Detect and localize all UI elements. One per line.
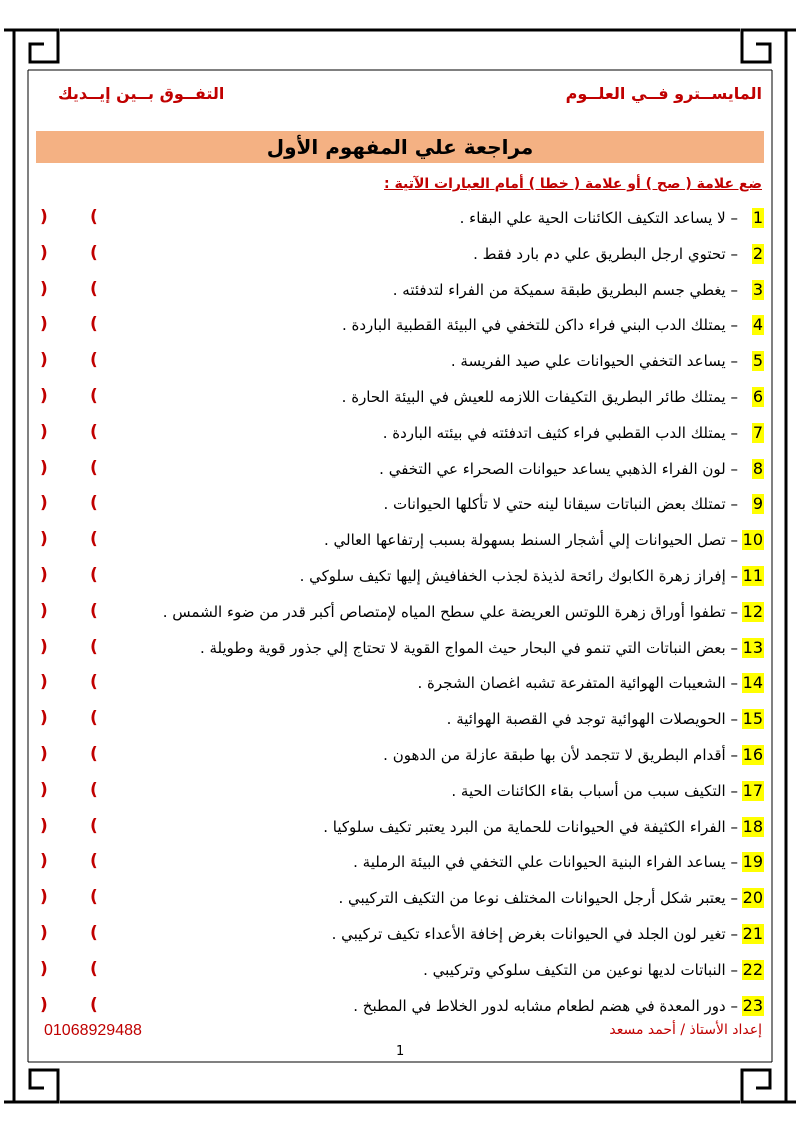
answer-bracket-close[interactable]: ) — [40, 708, 48, 729]
question-statement: – تمتلك بعض النباتات سيقانا لينه حتي لا تأكلها الحيوانات . — [383, 495, 738, 514]
question-statement: – يمتلك طائر البطريق التكيفات اللازمه للعيش في البيئة الحارة . — [341, 388, 738, 406]
question-row — [0, 451, 800, 487]
answer-bracket-close[interactable]: ) — [40, 923, 48, 943]
answer-bracket-close[interactable]: ) — [40, 242, 48, 263]
answer-bracket-open[interactable]: ( — [90, 851, 98, 872]
answer-bracket-open[interactable]: ( — [90, 815, 98, 836]
question-statement: – الشعيبات الهوائية المتفرعة تشبه اغصان الشجرة . — [417, 674, 738, 693]
answer-bracket-open[interactable]: ( — [90, 278, 98, 299]
answer-bracket-close[interactable]: ) — [40, 672, 48, 693]
answer-bracket-open[interactable]: ( — [90, 600, 98, 621]
answer-bracket-open[interactable]: ( — [90, 744, 98, 764]
header-brand-right: المايســترو فــي العلــوم — [565, 84, 762, 103]
answer-bracket-open[interactable]: ( — [90, 529, 98, 550]
question-statement: – يمتلك الدب البني فراء داكن للتخفي في البيئة القطبية الباردة . — [341, 316, 738, 335]
question-row — [0, 522, 800, 558]
answer-bracket-close[interactable]: ) — [40, 636, 48, 657]
question-row — [0, 952, 800, 988]
question-statement: – يساعد التخفي الحيوانات علي صيد الفريسة . — [450, 352, 738, 371]
answer-bracket-close[interactable]: ) — [40, 744, 48, 764]
question-number: 13 — [742, 637, 763, 657]
question-statement: – لا يساعد التكيف الكائنات الحية علي البقاء . — [459, 209, 738, 227]
question-statement: – تطفوا أوراق زهرة اللوتس العريضة علي سطح المياه لإمتصاص أكبر قدر من ضوء الشمس . — [162, 602, 738, 621]
question-row — [0, 343, 800, 379]
question-row — [0, 415, 800, 451]
question-statement: – تغير لون الجلد في الحيوانات بغرض إخافة الأعداء تكيف تركيبي . — [331, 925, 738, 943]
question-row — [0, 880, 800, 916]
question-row — [0, 379, 800, 415]
question-row — [0, 737, 800, 773]
question-row — [0, 272, 800, 308]
answer-bracket-open[interactable]: ( — [90, 779, 98, 800]
answer-bracket-open[interactable]: ( — [90, 386, 98, 406]
answer-bracket-close[interactable]: ) — [40, 565, 48, 585]
answer-bracket-close[interactable]: ) — [40, 958, 48, 979]
question-number: 15 — [742, 709, 763, 729]
question-row — [0, 916, 800, 952]
question-statement: – تحتوي ارجل البطريق علي دم بارد فقط . — [473, 244, 738, 263]
answer-bracket-open[interactable]: ( — [90, 958, 98, 979]
question-number: 16 — [742, 745, 763, 764]
question-statement: – دور المعدة في هضم لطعام مشابه لدور الخلاط في المطبخ . — [353, 996, 738, 1015]
question-row — [0, 558, 800, 594]
answer-bracket-close[interactable]: ) — [40, 350, 48, 371]
question-row — [0, 665, 800, 701]
answer-bracket-close[interactable]: ) — [40, 994, 48, 1015]
question-statement: – يساعد الفراء البنية الحيوانات علي التخفي في البيئة الرملية . — [353, 853, 738, 872]
answer-bracket-open[interactable]: ( — [90, 350, 98, 371]
answer-bracket-close[interactable]: ) — [40, 386, 48, 406]
answer-bracket-open[interactable]: ( — [90, 994, 98, 1015]
instruction-text: ضع علامة ( صح ) أو علامة ( خطا ) أمام العبارات الآتية : — [384, 176, 762, 192]
answer-bracket-close[interactable]: ) — [40, 493, 48, 514]
answer-bracket-close[interactable]: ) — [40, 314, 48, 335]
title-bar — [36, 131, 764, 163]
answer-bracket-close[interactable]: ) — [40, 815, 48, 836]
answer-bracket-close[interactable]: ) — [40, 421, 48, 442]
question-number: 12 — [742, 601, 763, 621]
question-number: 9 — [752, 494, 763, 514]
answer-bracket-open[interactable]: ( — [90, 887, 98, 908]
question-number: 11 — [742, 566, 763, 585]
question-row — [0, 236, 800, 272]
question-statement: – بعض النباتات التي تنمو في البحار حيث المواج القوية لا تحتاج إلي جذور قوية وطويلة . — [199, 638, 738, 657]
question-number: 18 — [742, 816, 763, 836]
question-statement: – الفراء الكثيفة في الحيوانات للحماية من البرد يعتبر تكيف سلوكيا . — [323, 817, 738, 836]
answer-bracket-close[interactable]: ) — [40, 457, 48, 478]
question-number: 8 — [752, 458, 763, 478]
answer-bracket-close[interactable]: ) — [40, 278, 48, 299]
question-row — [0, 486, 800, 522]
question-row — [0, 844, 800, 880]
question-number: 1 — [752, 208, 763, 227]
question-statement: – أقدام البطريق لا تتجمد لأن بها طبقة عازلة من الدهون . — [383, 746, 738, 764]
question-number: 7 — [752, 422, 763, 442]
question-statement: – لون الفراء الذهبي يساعد حيوانات الصحراء عي التخفي . — [379, 459, 738, 478]
question-row — [0, 701, 800, 737]
page-number: 1 — [396, 1044, 405, 1059]
answer-bracket-close[interactable]: ) — [40, 600, 48, 621]
question-number: 22 — [742, 959, 763, 979]
answer-bracket-open[interactable]: ( — [90, 672, 98, 693]
question-statement: – الحويصلات الهوائية توجد في القصبة الهوائية . — [446, 710, 738, 729]
question-number: 2 — [752, 243, 763, 263]
answer-bracket-open[interactable]: ( — [90, 565, 98, 585]
question-row — [0, 594, 800, 630]
answer-bracket-open[interactable]: ( — [90, 923, 98, 943]
question-number: 3 — [752, 279, 763, 299]
question-row — [0, 988, 800, 1024]
answer-bracket-close[interactable]: ) — [40, 529, 48, 550]
question-row — [0, 773, 800, 809]
question-statement: – تصل الحيوانات إلي أشجار السنط بسهولة بسبب إرتفاعها العالي . — [323, 531, 738, 550]
answer-bracket-open[interactable]: ( — [90, 457, 98, 478]
answer-bracket-close[interactable]: ) — [40, 207, 48, 227]
question-row — [0, 630, 800, 666]
header-brand-left: التفــوق بــين إيــديك — [58, 84, 225, 103]
question-number: 20 — [742, 888, 763, 908]
question-number: 4 — [752, 315, 763, 335]
question-statement: – التكيف سبب من أسباب بقاء الكائنات الحية . — [451, 781, 738, 800]
question-number: 10 — [742, 530, 763, 550]
author-credit: إعداد الأستاذ / أحمد مسعد — [609, 1022, 762, 1038]
question-statement: – النباتات لديها نوعين من التكيف سلوكي وتركيبي . — [423, 960, 738, 979]
answer-bracket-open[interactable]: ( — [90, 242, 98, 263]
answer-bracket-open[interactable]: ( — [90, 207, 98, 227]
page-title: مراجعة علي المفهوم الأول — [266, 135, 534, 159]
answer-bracket-close[interactable]: ) — [40, 851, 48, 872]
answer-bracket-close[interactable]: ) — [40, 779, 48, 800]
phone-number: 01068929488 — [44, 1022, 142, 1039]
question-row — [0, 307, 800, 343]
answer-bracket-open[interactable]: ( — [90, 314, 98, 335]
question-row — [0, 809, 800, 845]
answer-bracket-open[interactable]: ( — [90, 493, 98, 514]
question-statement: – إفراز زهرة الكابوك رائحة لذيذة لجذب الخفافيش إليها تكيف سلوكي . — [299, 567, 738, 585]
question-number: 21 — [742, 924, 763, 943]
question-statement: – يغطي جسم البطريق طبقة سميكة من الفراء لتدفئته . — [392, 280, 738, 299]
question-statement: – يعتبر شكل أرجل الحيوانات المختلف نوعا من التكيف التركيبي . — [338, 889, 738, 908]
question-statement: – يمتلك الدب القطبي فراء كثيف اتدفئته في بيئته الباردة . — [382, 423, 738, 442]
question-number: 17 — [742, 780, 763, 800]
answer-bracket-open[interactable]: ( — [90, 636, 98, 657]
question-number: 6 — [752, 387, 763, 406]
question-number: 19 — [742, 852, 763, 872]
answer-bracket-open[interactable]: ( — [90, 708, 98, 729]
answer-bracket-close[interactable]: ) — [40, 887, 48, 908]
question-row — [0, 200, 800, 236]
question-number: 5 — [752, 351, 763, 371]
answer-bracket-open[interactable]: ( — [90, 421, 98, 442]
question-number: 23 — [742, 995, 763, 1015]
question-number: 14 — [742, 673, 763, 693]
